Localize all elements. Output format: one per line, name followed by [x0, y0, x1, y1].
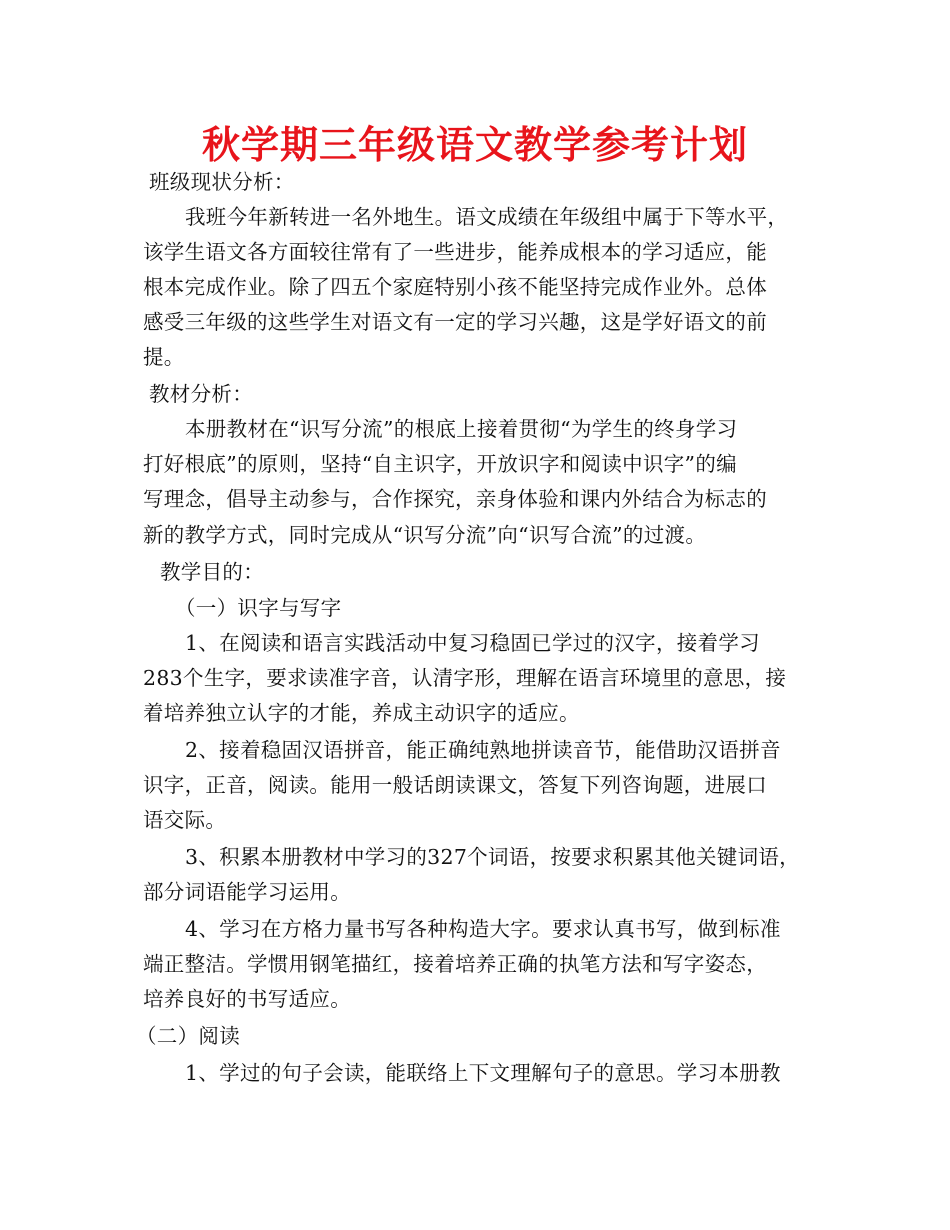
- section-heading-class-status: 班级现状分析：: [149, 170, 295, 194]
- paragraph-line: 培养良好的书写适应。: [143, 987, 351, 1011]
- document-title: 秋学期三年级语文教学参考计划: [201, 123, 748, 167]
- paragraph-line: 感受三年级的这些学生对语文有一定的学习兴趣，这是学好语文的前: [143, 310, 767, 334]
- paragraph-line: 着培养独立认字的才能，养成主动识字的适应。: [143, 701, 580, 725]
- paragraph-line: 提。: [143, 345, 185, 369]
- paragraph-line: 语交际。: [143, 808, 227, 832]
- list-item-1: 1、在阅读和语言实践活动中复习稳固已学过的汉字，接着学习: [185, 631, 760, 655]
- paragraph-line: 打好根底”的原则，坚持“自主识字，开放识字和阅读中识字”的编: [143, 452, 737, 476]
- subsection-heading-reading: （二）阅读: [136, 1024, 240, 1048]
- paragraph-line: 端正整洁。学惯用钢笔描红，接着培养正确的执笔方法和写字姿态，: [143, 952, 767, 976]
- paragraph-line: 识字，正音，阅读。能用一般话朗读课文，答复下列咨询题，进展口: [143, 773, 767, 797]
- section-heading-textbook: 教材分析：: [149, 382, 253, 406]
- list-item-3: 3、积累本册教材中学习的327个词语，按要求积累其他关键词语，: [185, 845, 800, 869]
- subsection-heading-literacy: （一）识字与写字: [175, 596, 342, 620]
- list-item-4: 4、学习在方格力量书写各种构造大字。要求认真书写，做到标准: [185, 917, 781, 941]
- paragraph-line: 本册教材在“识写分流”的根底上接着贯彻“为学生的终身学习: [185, 417, 738, 441]
- paragraph-line: 根本完成作业。除了四五个家庭特别小孩不能坚持完成作业外。总体: [143, 275, 767, 299]
- paragraph-line: 写理念，倡导主动参与，合作探究，亲身体验和课内外结合为标志的: [143, 487, 767, 511]
- paragraph-line: 新的教学方式，同时完成从“识写分流”向“识写合流”的过渡。: [143, 523, 707, 547]
- list-item-2: 2、接着稳固汉语拼音，能正确纯熟地拼读音节，能借助汉语拼音: [185, 738, 781, 762]
- list-item-reading-1: 1、学过的句子会读，能联络上下文理解句子的意思。学习本册教: [185, 1061, 781, 1085]
- section-heading-goals: 教学目的：: [160, 560, 264, 584]
- paragraph-line: 283个生字，要求读准字音，认清字形，理解在语言环境里的意思，接: [143, 666, 787, 690]
- paragraph-line: 部分词语能学习运用。: [143, 880, 351, 904]
- paragraph-line: 该学生语文各方面较往常有了一些进步，能养成根本的学习适应，能: [143, 240, 767, 264]
- paragraph-line: 我班今年新转进一名外地生。语文成绩在年级组中属于下等水平，: [185, 205, 789, 229]
